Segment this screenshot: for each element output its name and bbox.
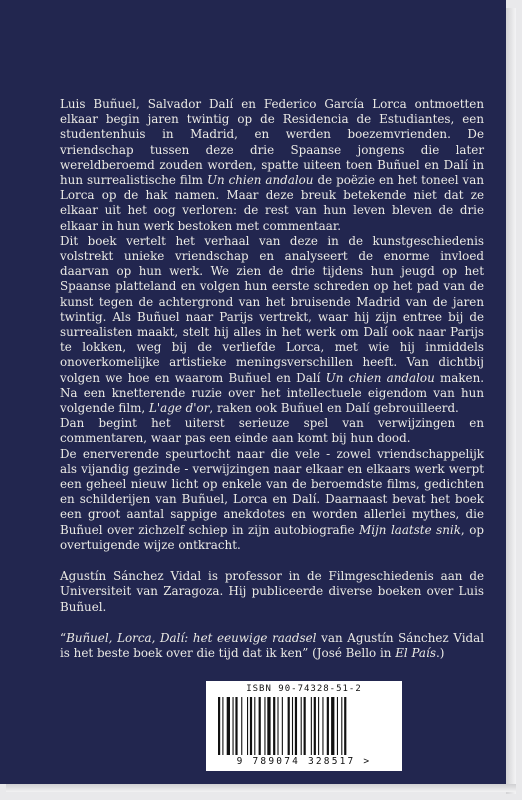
film-title: Un chien andalou (325, 370, 435, 385)
barcode-stripe (264, 697, 265, 755)
search-paragraph: De enerverende speurtocht naar die vele - zowel vriendschappelijk als vijandig gezinde - verwijzingen naar elkaar en elkaars werk werpt een geheel nieuw licht op enkele van de beroemdste films, gedichten en schilderijen van Buñuel, Lorca en Dalí. Daarnaast bevat het boek een groot aantal sappige anekdotes en worden allerlei mythes, die Buñuel over zichzelf schiep in zijn autobiografie Mijn laatste snik, op overtuigende wijze ontkracht. (60, 446, 484, 552)
barcode-stripe (254, 697, 255, 755)
blurb-text (60, 97, 484, 661)
barcode-stripe (222, 697, 223, 755)
barcode-stripe (292, 697, 293, 755)
barcode-stripe (314, 697, 316, 755)
intro-paragraph: Luis Buñuel, Salvador Dalí en Federico García Lorca ontmoetten elkaar begin jaren twintig op de Residencia de Estudiantes, een studentenhuis in Madrid, en werden boezemvrienden. De vriendschap tussen deze drie Spaanse jongens die later wereldberoemd zouden worden, spatte uiteen toen Buñuel en Dalí in hun surrealistische film Un chien andalou de poëzie en het toneel van Lorca op de hak namen. Maar deze breuk betekende niet dat ze elkaar uit het oog verloren: de rest van hun leven bleven de drie elkaar in hun werk bestoken met commentaar. (60, 97, 485, 233)
barcode-stripe (273, 697, 275, 755)
barcode-stripe (235, 697, 237, 755)
barcode-stripe (288, 697, 290, 755)
story-paragraph: Dit boek vertelt het verhaal van deze in de kunstgeschiedenis volstrekt unieke vriendschap en analyseert de enorme invloed daarvan op hun werk. We zien de drie tijdens hun jeugd op het Spaanse platteland en volgen hun eerste schreden op het pad van de kunst tegen de achtergrond van het bruisende Madrid van de jaren twintig. Als Buñuel naar Parijs vertrekt, waar hij zijn entree bij de surrealisten maakt, stelt hij alles in het werk om Dalí ook naar Parijs te lokken, weg bij de verliefde Lorca, met wie hij inmiddels onoverkomelijke artistieke meningsverschillen heeft. Van dichtbij volgen we hoe en waarom Buñuel en Dalí Un chien andalou maken. Na een knetterende ruzie over het intellectuele eigendom van hun volgende film, L'age d'or, raken ook Buñuel en Dalí gebrouilleerd. (60, 233, 485, 416)
ean-digits: 9 789074 328517 > (236, 756, 372, 767)
barcode-stripe (227, 697, 230, 755)
film-title: Un chien andalou (206, 173, 314, 188)
isbn-number: ISBN 90-74328-51-2 (246, 684, 362, 694)
barcode-bars (218, 697, 388, 755)
barcode-stripe (311, 697, 312, 755)
quoted-book-title: Buñuel, Lorca, Dalí: het eeuwige raadsel (66, 630, 317, 645)
barcode-stripe (282, 697, 283, 755)
page-edge-right (506, 8, 516, 794)
barcode-stripe (277, 697, 278, 755)
barcode-stripe (322, 697, 323, 755)
barcode-stripe (247, 697, 248, 755)
barcode-stripe (259, 697, 261, 755)
barcode-stripe (250, 697, 252, 755)
barcode-label (206, 681, 402, 771)
barcode-stripe (241, 697, 242, 755)
newspaper-name: El País (395, 645, 436, 660)
game-paragraph: Dan begint het uiterst serieuze spel van verwijzingen en commentaren, waar pas een einde aan komt bij hun dood. (60, 416, 484, 446)
barcode-stripe (344, 697, 346, 755)
barcode-stripe (304, 697, 306, 755)
barcode-stripe (233, 697, 234, 755)
barcode-stripe (267, 697, 270, 755)
press-quote: “Buñuel, Lorca, Dalí: het eeuwige raadsel van Agustín Sánchez Vidal is het beste boek over die tijd dat ik ken” (José Bello in El País.) (60, 630, 485, 660)
barcode-stripe (301, 697, 302, 755)
film-title: L'age d'or (148, 401, 210, 416)
author-bio: Agustín Sánchez Vidal is professor in de Filmgeschiedenis aan de Universiteit van Zaragoza. Hij publiceerde diverse boeken over Luis Buñuel. (60, 569, 484, 614)
barcode-stripe (331, 697, 334, 755)
page-edge-bottom (6, 784, 516, 792)
book-title: Mijn laatste snik (359, 522, 461, 537)
barcode-stripe (327, 697, 329, 755)
barcode-stripe (318, 697, 319, 755)
barcode-stripe (341, 697, 342, 755)
barcode-stripe (337, 697, 338, 755)
barcode-stripe (295, 697, 297, 755)
barcode-stripe (218, 697, 220, 755)
